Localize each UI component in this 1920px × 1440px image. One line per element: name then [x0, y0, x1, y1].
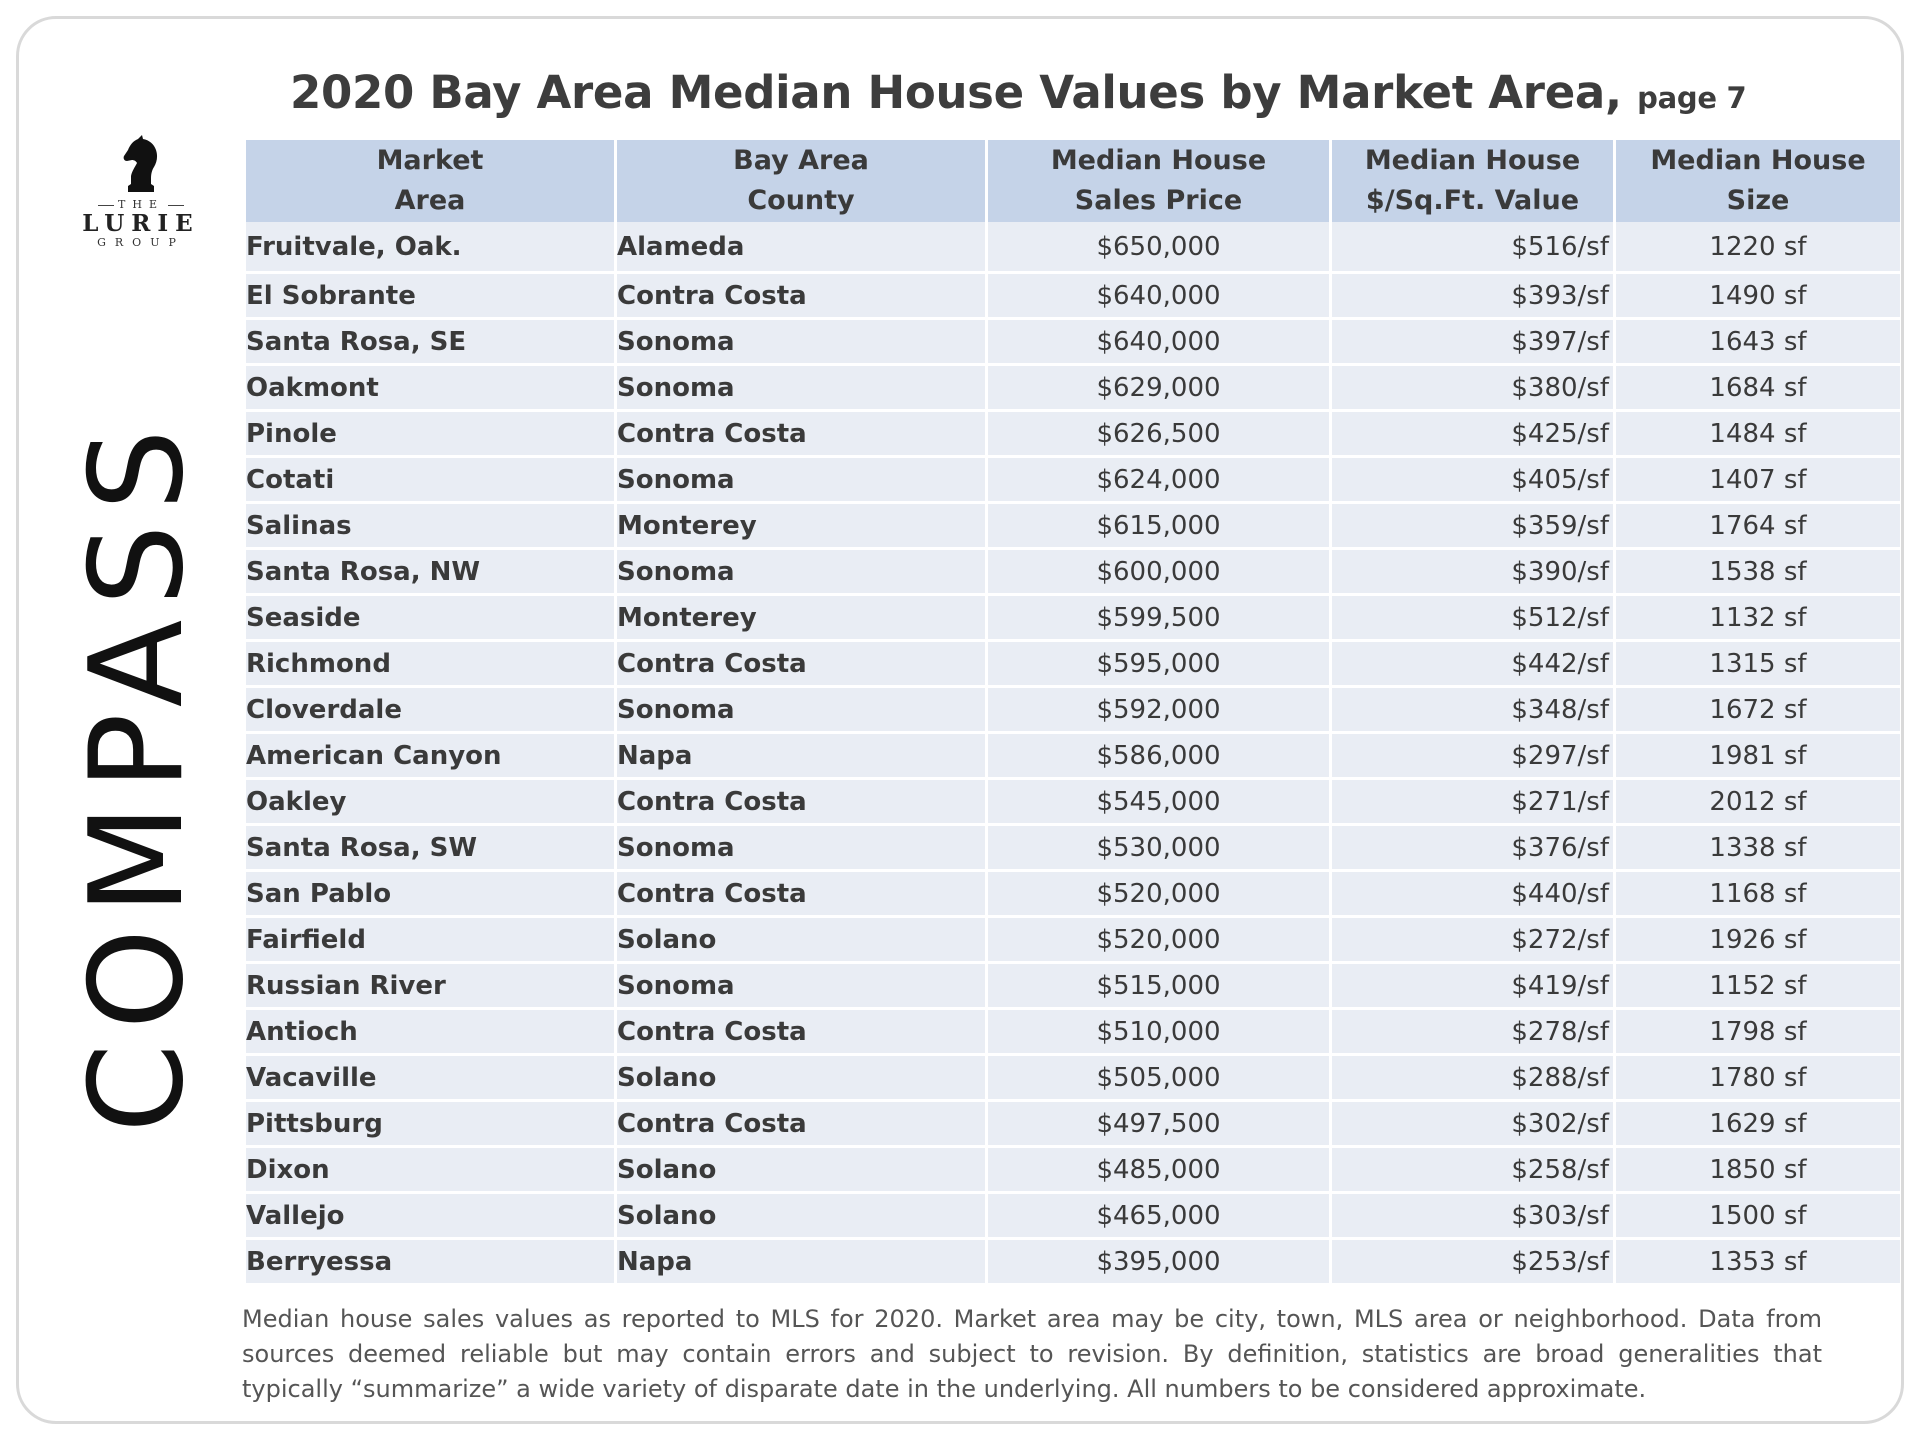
county-cell: Contra Costa [617, 872, 988, 915]
sales-price-cell: $626,500 [988, 412, 1332, 455]
county-cell: Monterey [617, 596, 988, 639]
table-row [246, 501, 1900, 547]
county-cell: Contra Costa [617, 1102, 988, 1145]
sqft-value-cell: $359/sf [1332, 504, 1616, 547]
table-row [246, 271, 1900, 317]
table-row [246, 915, 1900, 961]
house-size-cell: 1407 sf [1709, 464, 1807, 495]
sales-price-cell: $530,000 [988, 826, 1332, 869]
table-header [246, 140, 1900, 222]
county-cell: Napa [617, 1240, 988, 1283]
house-size-cell: 1353 sf [1709, 1246, 1807, 1277]
county-cell: Sonoma [617, 320, 988, 363]
sales-price-cell: $520,000 [988, 872, 1332, 915]
market-area-cell: American Canyon [246, 734, 617, 777]
sales-price-cell: $505,000 [988, 1056, 1332, 1099]
county-cell: Alameda [617, 222, 988, 271]
sales-price-cell: $515,000 [988, 964, 1332, 1007]
house-size-cell: 1490 sf [1709, 280, 1807, 311]
header-county: Bay Area County [617, 140, 988, 222]
logo-the: THE [76, 198, 206, 211]
logo-group: GROUP [97, 236, 185, 250]
sqft-value-cell: $380/sf [1332, 366, 1616, 409]
sales-price-cell: $615,000 [988, 504, 1332, 547]
house-size-cell: 1981 sf [1709, 740, 1807, 771]
table-row [246, 869, 1900, 915]
sales-price-cell: $640,000 [988, 274, 1332, 317]
sqft-value-cell: $302/sf [1332, 1102, 1616, 1145]
header-market-area: Market Area [246, 140, 617, 222]
sales-price-cell: $465,000 [988, 1194, 1332, 1237]
sqft-value-cell: $516/sf [1332, 222, 1616, 271]
county-cell: Sonoma [617, 826, 988, 869]
sqft-value-cell: $297/sf [1332, 734, 1616, 777]
market-area-cell: Fruitvale, Oak. [246, 222, 617, 271]
house-size-cell: 1780 sf [1709, 1062, 1807, 1093]
market-area-cell: Cloverdale [246, 688, 617, 731]
table-row [246, 731, 1900, 777]
table-row [246, 455, 1900, 501]
table-row [246, 639, 1900, 685]
market-area-cell: Pittsburg [246, 1102, 617, 1145]
county-cell: Solano [617, 918, 988, 961]
logo-lurie: LURIE [82, 210, 200, 237]
house-size-cell: 1684 sf [1709, 372, 1807, 403]
median-values-table [246, 140, 1900, 1283]
county-cell: Monterey [617, 504, 988, 547]
county-cell: Sonoma [617, 688, 988, 731]
lurie-group-logo [76, 134, 206, 249]
sales-price-cell: $395,000 [988, 1240, 1332, 1283]
market-area-cell: Richmond [246, 642, 617, 685]
table-row [246, 823, 1900, 869]
county-cell: Solano [617, 1194, 988, 1237]
house-size-cell: 1538 sf [1709, 556, 1807, 587]
title-page-number: page 7 [1637, 81, 1747, 115]
table-row [246, 961, 1900, 1007]
table-row [246, 1007, 1900, 1053]
footnote: Median house sales values as reported to MLS for 2020. Market area may be city, town, MLS area or neighborhood. Data from sources deemed reliable but may contain errors and subject to revision. By definition, statistics are broad generalities that typically “summarize” a wide variety of disparate date in the underlying. All numbers to be considered approximate. [242, 1305, 1822, 1403]
table-row [246, 363, 1900, 409]
sqft-value-cell: $258/sf [1332, 1148, 1616, 1191]
table-row [246, 1145, 1900, 1191]
market-area-cell: Santa Rosa, SW [246, 826, 617, 869]
sales-price-cell: $650,000 [988, 222, 1332, 271]
page-title [290, 66, 1746, 119]
sales-price-cell: $497,500 [988, 1102, 1332, 1145]
house-size-cell: 1152 sf [1709, 970, 1807, 1001]
house-size-cell: 1798 sf [1709, 1016, 1807, 1047]
house-size-cell: 1338 sf [1709, 832, 1807, 863]
county-cell: Contra Costa [617, 412, 988, 455]
sqft-value-cell: $278/sf [1332, 1010, 1616, 1053]
table-row [246, 593, 1900, 639]
title-main: 2020 Bay Area Median House Values by Market Area, [290, 66, 1622, 119]
house-size-cell: 1850 sf [1709, 1154, 1807, 1185]
market-area-cell: Oakmont [246, 366, 617, 409]
market-area-cell: Vacaville [246, 1056, 617, 1099]
sqft-value-cell: $512/sf [1332, 596, 1616, 639]
compass-logo: COMPASS [63, 415, 212, 1133]
sqft-value-cell: $397/sf [1332, 320, 1616, 363]
county-cell: Solano [617, 1056, 988, 1099]
house-size-cell: 1220 sf [1709, 231, 1807, 262]
table-row [246, 1099, 1900, 1145]
house-size-cell: 2012 sf [1709, 786, 1807, 817]
market-area-cell: Fairfield [246, 918, 617, 961]
sqft-value-cell: $425/sf [1332, 412, 1616, 455]
table-row [246, 409, 1900, 455]
sqft-value-cell: $376/sf [1332, 826, 1616, 869]
county-cell: Sonoma [617, 550, 988, 593]
sqft-value-cell: $272/sf [1332, 918, 1616, 961]
house-size-cell: 1926 sf [1709, 924, 1807, 955]
house-size-cell: 1629 sf [1709, 1108, 1807, 1139]
county-cell: Napa [617, 734, 988, 777]
table-row [246, 547, 1900, 593]
header-sales-price: Median House Sales Price [988, 140, 1332, 222]
house-size-cell: 1315 sf [1709, 648, 1807, 679]
sales-price-cell: $600,000 [988, 550, 1332, 593]
table-body [246, 222, 1900, 1283]
house-size-cell: 1500 sf [1709, 1200, 1807, 1231]
sales-price-cell: $624,000 [988, 458, 1332, 501]
sales-price-cell: $520,000 [988, 918, 1332, 961]
county-cell: Contra Costa [617, 642, 988, 685]
sales-price-cell: $592,000 [988, 688, 1332, 731]
sqft-value-cell: $271/sf [1332, 780, 1616, 823]
sales-price-cell: $629,000 [988, 366, 1332, 409]
house-size-cell: 1132 sf [1709, 602, 1807, 633]
house-size-cell: 1484 sf [1709, 418, 1807, 449]
sqft-value-cell: $253/sf [1332, 1240, 1616, 1283]
county-cell: Sonoma [617, 964, 988, 1007]
market-area-cell: Vallejo [246, 1194, 617, 1237]
sqft-value-cell: $440/sf [1332, 872, 1616, 915]
market-area-cell: El Sobrante [246, 274, 617, 317]
sqft-value-cell: $303/sf [1332, 1194, 1616, 1237]
market-area-cell: Seaside [246, 596, 617, 639]
sqft-value-cell: $419/sf [1332, 964, 1616, 1007]
market-area-cell: Pinole [246, 412, 617, 455]
house-size-cell: 1764 sf [1709, 510, 1807, 541]
county-cell: Contra Costa [617, 1010, 988, 1053]
sqft-value-cell: $442/sf [1332, 642, 1616, 685]
sales-price-cell: $545,000 [988, 780, 1332, 823]
header-house-size: Median House Size [1650, 145, 1866, 216]
table-row [246, 777, 1900, 823]
sales-price-cell: $586,000 [988, 734, 1332, 777]
sqft-value-cell: $390/sf [1332, 550, 1616, 593]
house-size-cell: 1643 sf [1709, 326, 1807, 357]
sqft-value-cell: $393/sf [1332, 274, 1616, 317]
sales-price-cell: $510,000 [988, 1010, 1332, 1053]
sales-price-cell: $595,000 [988, 642, 1332, 685]
sqft-value-cell: $348/sf [1332, 688, 1616, 731]
chess-knight-icon [118, 134, 164, 194]
table-row [246, 222, 1900, 271]
sales-price-cell: $485,000 [988, 1148, 1332, 1191]
county-cell: Contra Costa [617, 274, 988, 317]
county-cell: Sonoma [617, 458, 988, 501]
market-area-cell: Oakley [246, 780, 617, 823]
market-area-cell: Cotati [246, 458, 617, 501]
table-row [246, 1191, 1900, 1237]
county-cell: Contra Costa [617, 780, 988, 823]
sales-price-cell: $640,000 [988, 320, 1332, 363]
header-sqft-value: Median House $/Sq.Ft. Value [1332, 140, 1616, 222]
county-cell: Sonoma [617, 366, 988, 409]
sales-price-cell: $599,500 [988, 596, 1332, 639]
house-size-cell: 1168 sf [1709, 878, 1807, 909]
market-area-cell: Dixon [246, 1148, 617, 1191]
market-area-cell: Antioch [246, 1010, 617, 1053]
market-area-cell: Santa Rosa, SE [246, 320, 617, 363]
house-size-cell: 1672 sf [1709, 694, 1807, 725]
market-area-cell: Russian River [246, 964, 617, 1007]
market-area-cell: Santa Rosa, NW [246, 550, 617, 593]
sqft-value-cell: $288/sf [1332, 1056, 1616, 1099]
market-area-cell: San Pablo [246, 872, 617, 915]
market-area-cell: Berryessa [246, 1240, 617, 1283]
table-row [246, 1237, 1900, 1283]
table-row [246, 317, 1900, 363]
market-area-cell: Salinas [246, 504, 617, 547]
county-cell: Solano [617, 1148, 988, 1191]
sqft-value-cell: $405/sf [1332, 458, 1616, 501]
table-row [246, 685, 1900, 731]
table-row [246, 1053, 1900, 1099]
